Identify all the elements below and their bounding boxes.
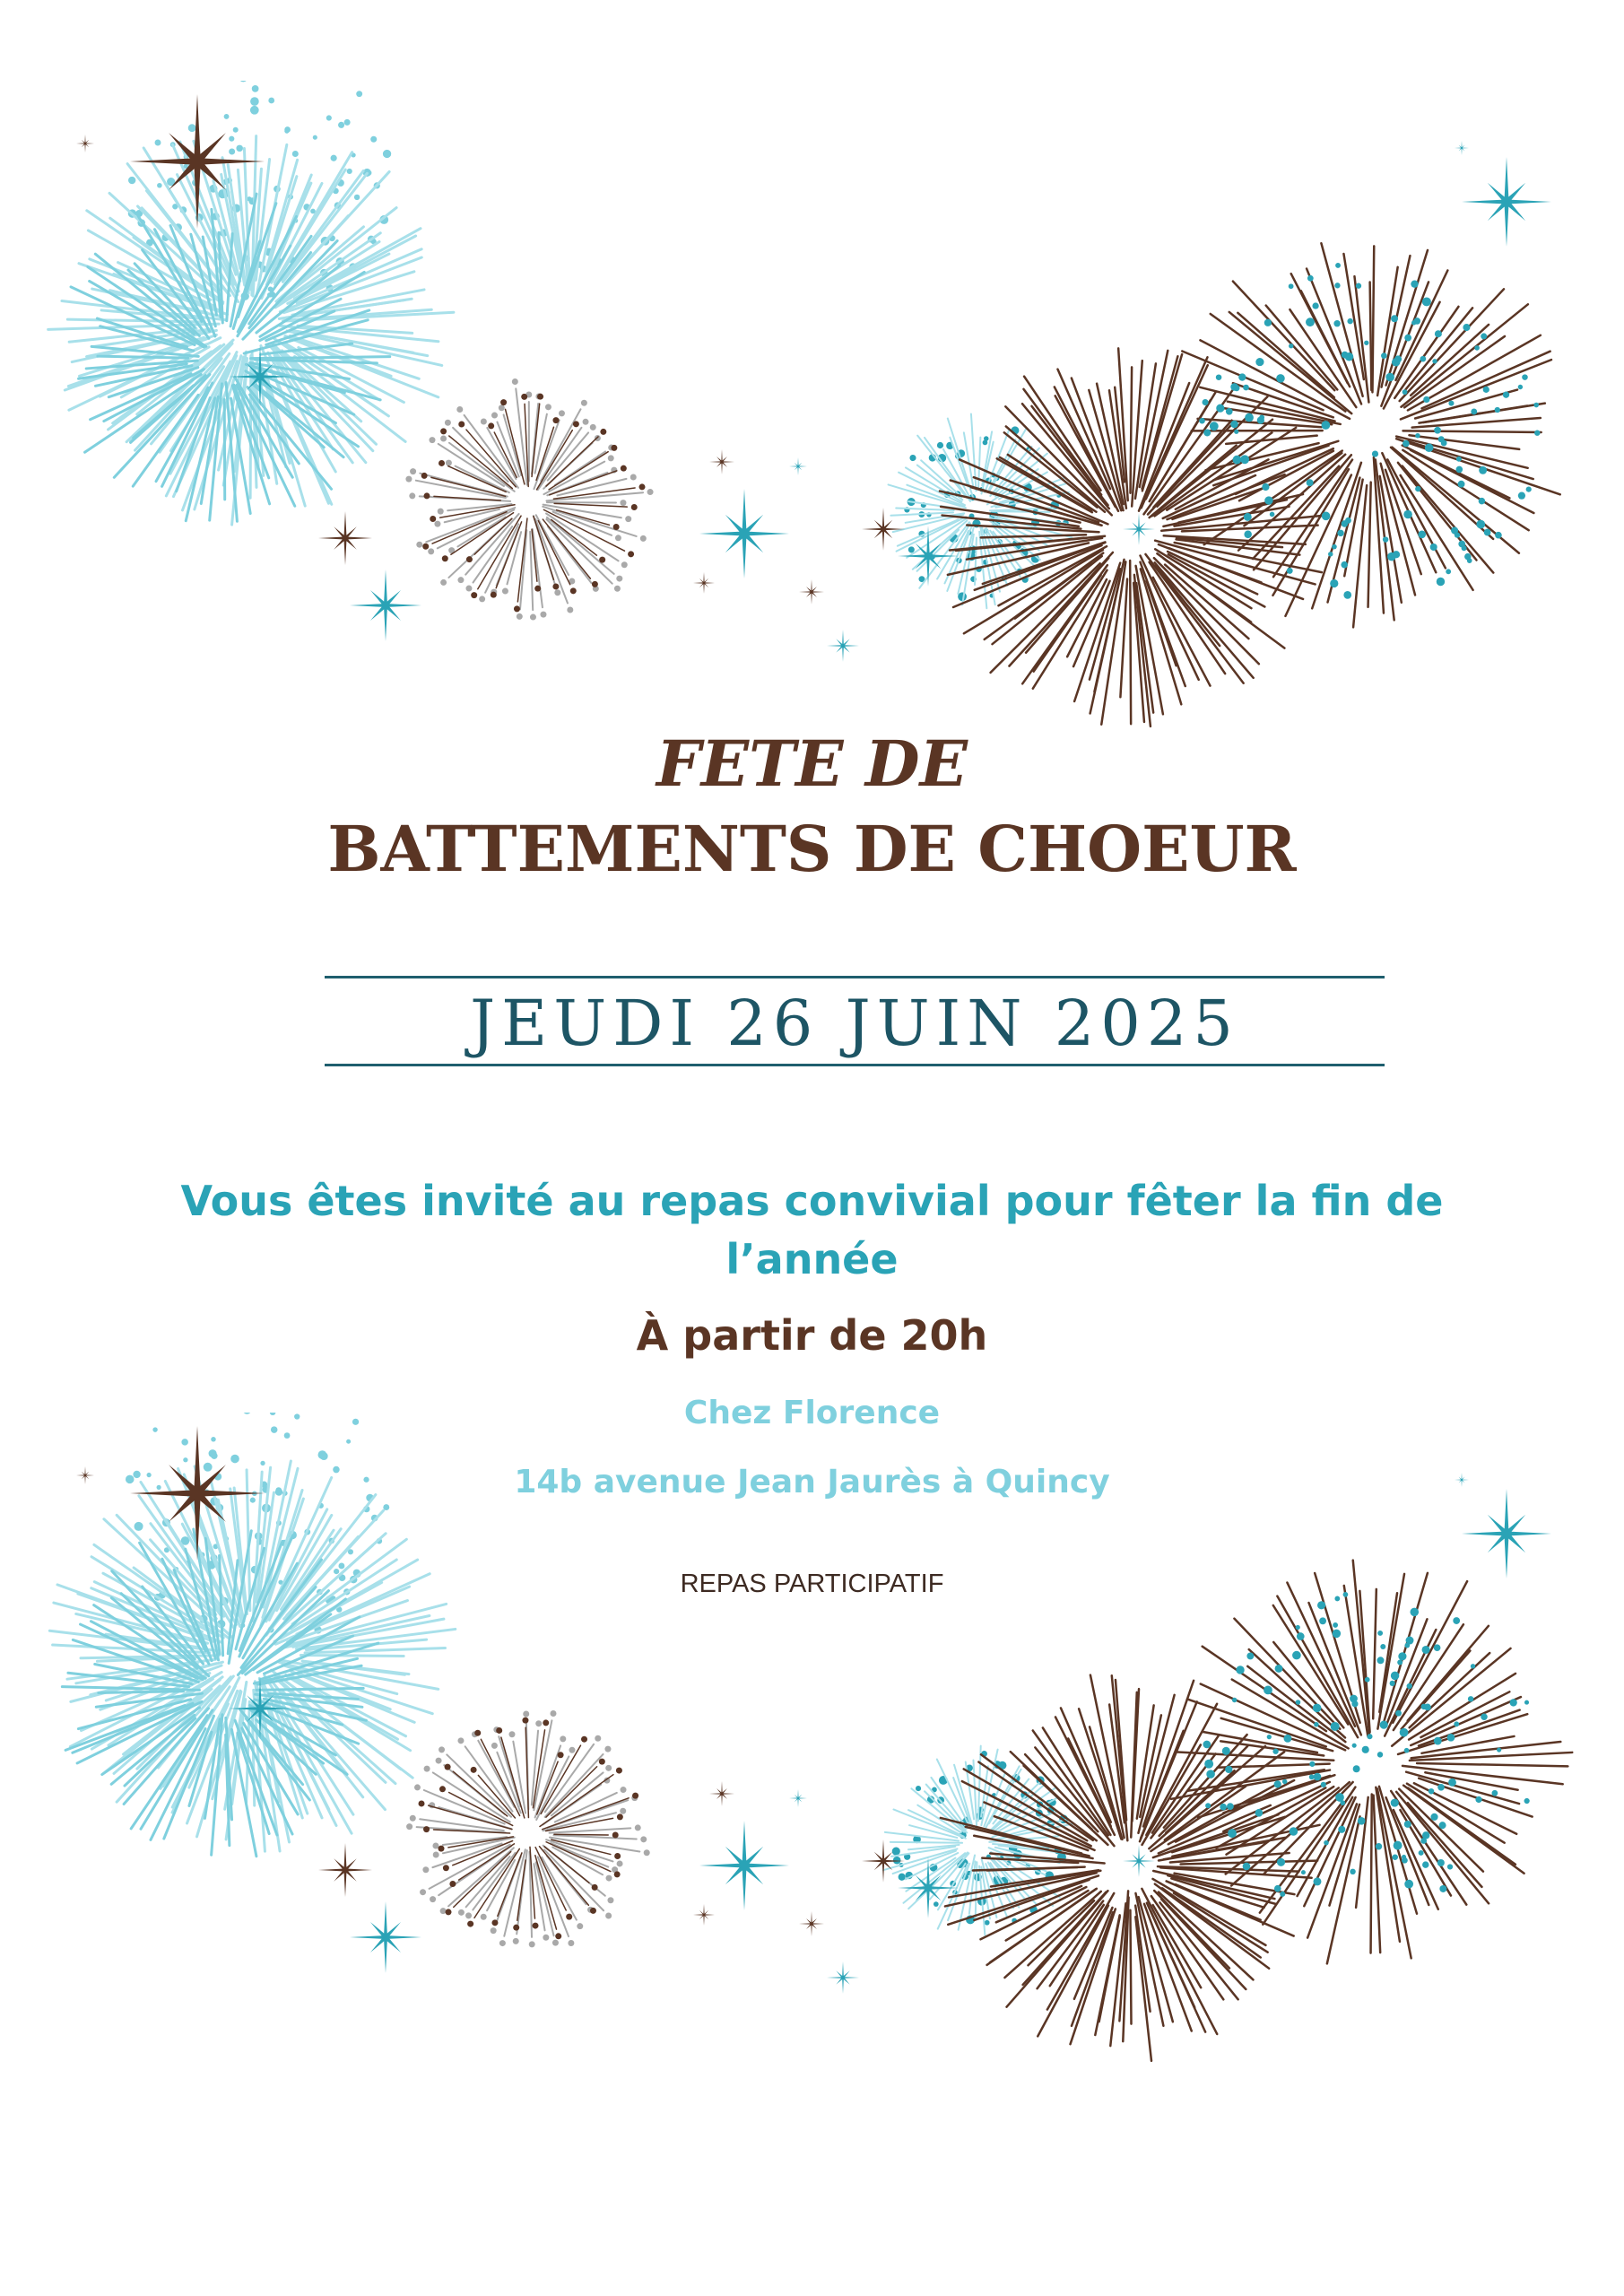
event-date: JEUDI 26 JUIN 2025: [470, 987, 1239, 1060]
date-rule-top: [325, 976, 1385, 978]
title-line-1: FETE DE: [656, 726, 968, 801]
fireworks-decoration-top: [0, 81, 1624, 780]
invitation-line-2: l’année: [725, 1235, 899, 1283]
participative-note: REPAS PARTICIPATIF: [680, 1570, 944, 1598]
date-rule-bottom: [325, 1064, 1385, 1066]
fireworks-decoration-bottom: [0, 1413, 1624, 2112]
invitation-line-1: Vous êtes invité au repas convivial pour fêter la fin de: [180, 1177, 1444, 1225]
address: 14b avenue Jean Jaurès à Quincy: [514, 1464, 1110, 1500]
venue: Chez Florence: [683, 1395, 941, 1431]
title-line-2: BATTEMENTS DE CHOEUR: [327, 812, 1297, 886]
start-time: À partir de 20h: [636, 1311, 988, 1360]
